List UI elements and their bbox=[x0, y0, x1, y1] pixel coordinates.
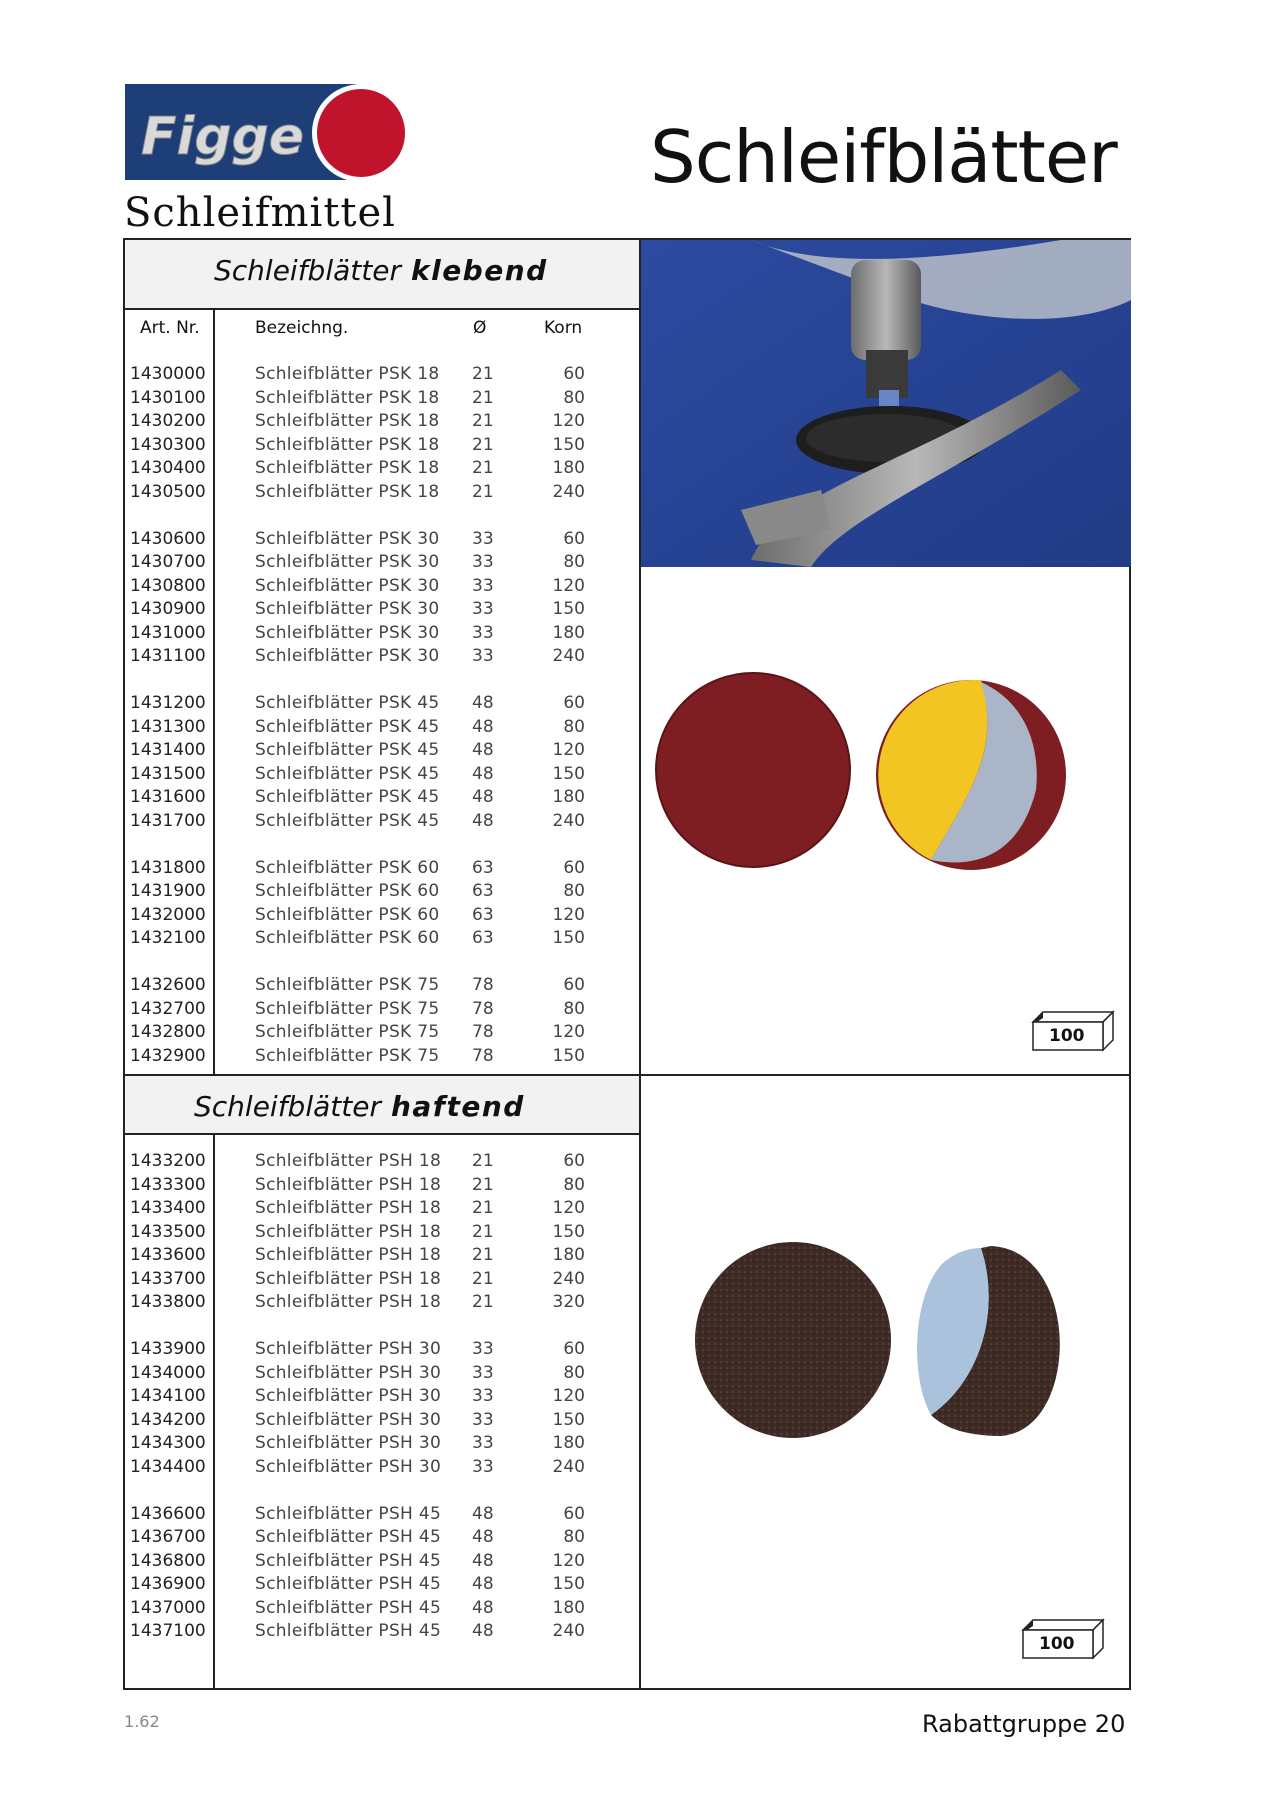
package-box-icon-2 bbox=[1021, 1618, 1105, 1660]
art-number: 1430400 bbox=[130, 458, 206, 478]
column-header-korn: Korn bbox=[544, 318, 583, 338]
grit: 60 bbox=[563, 364, 585, 384]
grit: 60 bbox=[563, 693, 585, 713]
grit: 80 bbox=[563, 1174, 585, 1195]
diameter: 21 bbox=[472, 481, 494, 502]
description: Schleifblätter PSH 30 bbox=[255, 1362, 442, 1383]
diameter: 78 bbox=[472, 975, 494, 995]
description: Schleifblätter PSH 45 bbox=[255, 1621, 442, 1641]
description: Schleifblätter PSK 45 bbox=[255, 693, 440, 713]
description: Schleifblätter PSK 18 bbox=[255, 411, 440, 431]
diameter: 21 bbox=[472, 434, 494, 455]
section2-title bbox=[194, 1090, 525, 1123]
grit: 240 bbox=[552, 1268, 585, 1289]
diameter: 33 bbox=[472, 1339, 494, 1359]
art-number: 1431900 bbox=[130, 881, 206, 901]
grit: 320 bbox=[552, 1292, 585, 1312]
diameter: 33 bbox=[472, 528, 494, 549]
description: Schleifblätter PSH 18 bbox=[255, 1268, 442, 1289]
diameter: 48 bbox=[472, 740, 494, 760]
section1-title bbox=[214, 254, 548, 287]
diameter: 33 bbox=[472, 575, 494, 596]
diameter: 78 bbox=[472, 1045, 494, 1066]
description: Schleifblätter PSH 18 bbox=[255, 1198, 442, 1218]
logo-wordmark: Figge bbox=[141, 107, 305, 167]
description: Schleifblätter PSK 18 bbox=[255, 434, 440, 455]
diameter: 33 bbox=[472, 599, 494, 619]
diameter: 48 bbox=[472, 1621, 494, 1641]
diameter: 21 bbox=[472, 1221, 494, 1242]
description: Schleifblätter PSK 18 bbox=[255, 387, 440, 408]
description: Schleifblätter PSH 45 bbox=[255, 1503, 442, 1524]
diameter: 21 bbox=[472, 1151, 494, 1171]
grit: 240 bbox=[552, 646, 585, 666]
description: Schleifblätter PSH 18 bbox=[255, 1151, 442, 1171]
grit: 120 bbox=[552, 1386, 585, 1406]
diameter: 33 bbox=[472, 622, 494, 643]
art-number: 1434400 bbox=[130, 1456, 206, 1477]
grit: 80 bbox=[563, 716, 585, 737]
grit: 150 bbox=[552, 1221, 585, 1242]
column-header-bezeichnung: Bezeichng. bbox=[255, 318, 349, 338]
description: Schleifblätter PSK 75 bbox=[255, 975, 440, 995]
grit: 60 bbox=[563, 975, 585, 995]
description: Schleifblätter PSK 18 bbox=[255, 481, 440, 502]
diameter: 21 bbox=[472, 387, 494, 408]
grit: 180 bbox=[552, 787, 585, 807]
grit: 180 bbox=[552, 458, 585, 478]
diameter: 48 bbox=[472, 1503, 494, 1524]
category-heading: Schleifmittel bbox=[124, 190, 396, 236]
art-number: 1434100 bbox=[130, 1386, 206, 1406]
art-number: 1437000 bbox=[130, 1597, 206, 1618]
diameter: 48 bbox=[472, 810, 494, 831]
description: Schleifblätter PSK 75 bbox=[255, 998, 440, 1019]
grit: 60 bbox=[563, 1151, 585, 1171]
description: Schleifblätter PSK 30 bbox=[255, 575, 440, 596]
diameter: 78 bbox=[472, 1022, 494, 1042]
grit: 180 bbox=[552, 1245, 585, 1265]
section-divider bbox=[125, 1074, 1131, 1076]
description: Schleifblätter PSH 30 bbox=[255, 1433, 442, 1453]
art-number: 1433200 bbox=[130, 1151, 206, 1171]
diameter: 48 bbox=[472, 787, 494, 807]
art-number: 1431500 bbox=[130, 763, 206, 784]
diameter: 33 bbox=[472, 1456, 494, 1477]
diameter: 48 bbox=[472, 1597, 494, 1618]
description: Schleifblätter PSK 18 bbox=[255, 458, 440, 478]
grit: 80 bbox=[563, 881, 585, 901]
grit: 60 bbox=[563, 1339, 585, 1359]
grinder-photo bbox=[641, 240, 1131, 567]
art-number: 1434000 bbox=[130, 1362, 206, 1383]
art-number: 1430800 bbox=[130, 575, 206, 596]
description: Schleifblätter PSH 30 bbox=[255, 1339, 442, 1359]
diameter: 48 bbox=[472, 693, 494, 713]
description: Schleifblätter PSH 45 bbox=[255, 1597, 442, 1618]
diameter: 21 bbox=[472, 1268, 494, 1289]
description: Schleifblätter PSK 30 bbox=[255, 528, 440, 549]
diameter: 48 bbox=[472, 716, 494, 737]
description: Schleifblätter PSK 60 bbox=[255, 928, 440, 948]
art-number: 1434300 bbox=[130, 1433, 206, 1453]
grit: 120 bbox=[552, 1198, 585, 1218]
description: Schleifblätter PSK 60 bbox=[255, 857, 440, 878]
diameter: 21 bbox=[472, 1174, 494, 1195]
description: Schleifblätter PSH 30 bbox=[255, 1409, 442, 1430]
description: Schleifblätter PSK 45 bbox=[255, 763, 440, 784]
page-title: Schleifblätter bbox=[650, 115, 1117, 199]
diameter: 33 bbox=[472, 1433, 494, 1453]
grit: 150 bbox=[552, 763, 585, 784]
description: Schleifblätter PSK 45 bbox=[255, 740, 440, 760]
grit: 80 bbox=[563, 552, 585, 572]
description: Schleifblätter PSH 18 bbox=[255, 1174, 442, 1195]
description: Schleifblätter PSH 18 bbox=[255, 1221, 442, 1242]
art-number: 1436900 bbox=[130, 1574, 206, 1594]
art-number: 1433600 bbox=[130, 1245, 206, 1265]
diameter: 78 bbox=[472, 998, 494, 1019]
diameter: 33 bbox=[472, 552, 494, 572]
grit: 120 bbox=[552, 904, 585, 925]
grit: 120 bbox=[552, 740, 585, 760]
column-header-art: Art. Nr. bbox=[140, 318, 200, 338]
art-number: 1433400 bbox=[130, 1198, 206, 1218]
art-number: 1433500 bbox=[130, 1221, 206, 1242]
diameter: 21 bbox=[472, 1292, 494, 1312]
diameter: 48 bbox=[472, 1550, 494, 1571]
section1-header-line bbox=[125, 308, 639, 310]
grit: 60 bbox=[563, 857, 585, 878]
discount-group: Rabattgruppe 20 bbox=[922, 1710, 1126, 1738]
figge-logo bbox=[125, 82, 415, 184]
description: Schleifblätter PSH 30 bbox=[255, 1456, 442, 1477]
grit: 80 bbox=[563, 1527, 585, 1547]
diameter: 48 bbox=[472, 1574, 494, 1594]
description: Schleifblätter PSH 45 bbox=[255, 1527, 442, 1547]
column-header-diameter: Ø bbox=[473, 318, 487, 338]
art-number: 1430600 bbox=[130, 528, 206, 549]
description: Schleifblätter PSK 30 bbox=[255, 646, 440, 666]
art-number: 1431100 bbox=[130, 646, 206, 666]
pack-quantity-2: 100 bbox=[1039, 1634, 1075, 1654]
diameter: 33 bbox=[472, 646, 494, 666]
description: Schleifblätter PSK 45 bbox=[255, 716, 440, 737]
art-number: 1431200 bbox=[130, 693, 206, 713]
grit: 120 bbox=[552, 575, 585, 596]
description: Schleifblätter PSK 30 bbox=[255, 599, 440, 619]
art-number: 1431700 bbox=[130, 810, 206, 831]
diameter: 33 bbox=[472, 1409, 494, 1430]
section2-title-regular: Schleifblätter bbox=[194, 1090, 381, 1123]
description: Schleifblätter PSH 18 bbox=[255, 1292, 442, 1312]
grit: 150 bbox=[552, 434, 585, 455]
art-number: 1431400 bbox=[130, 740, 206, 760]
grit: 80 bbox=[563, 998, 585, 1019]
art-number: 1432800 bbox=[130, 1022, 206, 1042]
grit: 150 bbox=[552, 599, 585, 619]
art-number: 1430500 bbox=[130, 481, 206, 502]
diameter: 33 bbox=[472, 1362, 494, 1383]
grit: 120 bbox=[552, 1550, 585, 1571]
art-number: 1436700 bbox=[130, 1527, 206, 1547]
description: Schleifblätter PSK 75 bbox=[255, 1045, 440, 1066]
description: Schleifblätter PSK 30 bbox=[255, 622, 440, 643]
diameter: 33 bbox=[472, 1386, 494, 1406]
art-number: 1433300 bbox=[130, 1174, 206, 1195]
grit: 150 bbox=[552, 1409, 585, 1430]
description: Schleifblätter PSH 45 bbox=[255, 1550, 442, 1571]
diameter: 63 bbox=[472, 928, 494, 948]
description: Schleifblätter PSK 60 bbox=[255, 881, 440, 901]
grit: 150 bbox=[552, 1574, 585, 1594]
diameter: 21 bbox=[472, 1245, 494, 1265]
grit: 180 bbox=[552, 622, 585, 643]
section1-title-bold: klebend bbox=[410, 254, 548, 287]
description: Schleifblätter PSK 75 bbox=[255, 1022, 440, 1042]
art-number: 1432600 bbox=[130, 975, 206, 995]
art-number: 1430100 bbox=[130, 387, 206, 408]
adhesive-disc-photo bbox=[641, 670, 1131, 870]
column-divider-art bbox=[213, 308, 215, 1076]
art-number: 1430200 bbox=[130, 411, 206, 431]
art-number: 1430000 bbox=[130, 364, 206, 384]
page-number: 1.62 bbox=[124, 1712, 160, 1731]
column-divider-art-2 bbox=[213, 1134, 215, 1690]
art-number: 1432100 bbox=[130, 928, 206, 948]
grit: 120 bbox=[552, 411, 585, 431]
diameter: 48 bbox=[472, 763, 494, 784]
package-box-icon bbox=[1031, 1010, 1115, 1052]
diameter: 63 bbox=[472, 857, 494, 878]
diameter: 48 bbox=[472, 1527, 494, 1547]
art-number: 1432700 bbox=[130, 998, 206, 1019]
grit: 240 bbox=[552, 481, 585, 502]
art-number: 1432900 bbox=[130, 1045, 206, 1066]
art-number: 1434200 bbox=[130, 1409, 206, 1430]
diameter: 63 bbox=[472, 881, 494, 901]
description: Schleifblätter PSH 45 bbox=[255, 1574, 442, 1594]
description: Schleifblätter PSK 45 bbox=[255, 787, 440, 807]
hook-loop-disc-photo bbox=[641, 1240, 1131, 1440]
grit: 180 bbox=[552, 1433, 585, 1453]
section1-title-regular: Schleifblätter bbox=[214, 254, 401, 287]
grit: 80 bbox=[563, 1362, 585, 1383]
art-number: 1432000 bbox=[130, 904, 206, 925]
diameter: 63 bbox=[472, 904, 494, 925]
grit: 150 bbox=[552, 1045, 585, 1066]
art-number: 1431300 bbox=[130, 716, 206, 737]
grit: 80 bbox=[563, 387, 585, 408]
description: Schleifblätter PSK 30 bbox=[255, 552, 440, 572]
description: Schleifblätter PSK 45 bbox=[255, 810, 440, 831]
diameter: 21 bbox=[472, 1198, 494, 1218]
art-number: 1430300 bbox=[130, 434, 206, 455]
diameter: 21 bbox=[472, 364, 494, 384]
art-number: 1436800 bbox=[130, 1550, 206, 1571]
grit: 240 bbox=[552, 810, 585, 831]
grit: 150 bbox=[552, 928, 585, 948]
art-number: 1431600 bbox=[130, 787, 206, 807]
section2-title-bold: haftend bbox=[390, 1090, 525, 1123]
grit: 60 bbox=[563, 528, 585, 549]
diameter: 21 bbox=[472, 458, 494, 478]
grit: 180 bbox=[552, 1597, 585, 1618]
grit: 120 bbox=[552, 1022, 585, 1042]
description: Schleifblätter PSK 18 bbox=[255, 364, 440, 384]
art-number: 1433800 bbox=[130, 1292, 206, 1312]
pack-quantity: 100 bbox=[1049, 1026, 1085, 1046]
art-number: 1430900 bbox=[130, 599, 206, 619]
art-number: 1433700 bbox=[130, 1268, 206, 1289]
description: Schleifblätter PSH 30 bbox=[255, 1386, 442, 1406]
art-number: 1431000 bbox=[130, 622, 206, 643]
art-number: 1430700 bbox=[130, 552, 206, 572]
art-number: 1431800 bbox=[130, 857, 206, 878]
grit: 240 bbox=[552, 1621, 585, 1641]
description: Schleifblätter PSH 18 bbox=[255, 1245, 442, 1265]
section2-header-line bbox=[125, 1133, 639, 1135]
grit: 240 bbox=[552, 1456, 585, 1477]
art-number: 1437100 bbox=[130, 1621, 206, 1641]
art-number: 1436600 bbox=[130, 1503, 206, 1524]
grit: 60 bbox=[563, 1503, 585, 1524]
art-number: 1433900 bbox=[130, 1339, 206, 1359]
diameter: 21 bbox=[472, 411, 494, 431]
description: Schleifblätter PSK 60 bbox=[255, 904, 440, 925]
